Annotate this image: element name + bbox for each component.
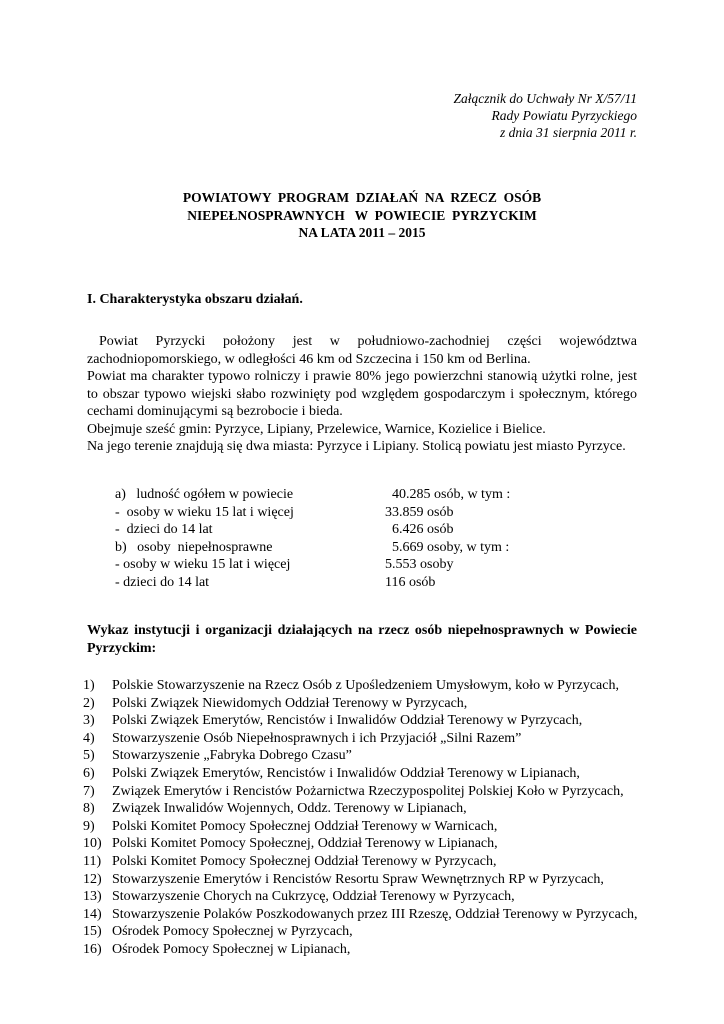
title-line-1: POWIATOWY PROGRAM DZIAŁAŃ NA RZECZ OSÓB xyxy=(182,190,542,205)
item-number: 16) xyxy=(83,941,102,957)
stat-value: 6.426 osób xyxy=(385,522,454,537)
document-title xyxy=(87,189,637,242)
list-item xyxy=(83,783,638,801)
stat-label: b) osoby niepełnosprawne xyxy=(115,539,273,555)
title-line-2: NIEPEŁNOSPRAWNYCH W POWIECIE PYRZYCKIM xyxy=(187,207,537,223)
item-number: 3) xyxy=(83,713,95,729)
stat-row xyxy=(115,556,510,574)
item-text: Polski Związek Emerytów, Rencistów i Inwalidów Oddział Terenowy w Lipianach, xyxy=(112,765,580,781)
list-item xyxy=(83,888,638,906)
stat-value: 116 osób xyxy=(385,574,436,590)
list-item xyxy=(83,853,638,871)
list-item xyxy=(83,923,638,941)
list-item xyxy=(83,818,638,836)
stat-row xyxy=(115,539,510,557)
item-number: 8) xyxy=(83,801,95,817)
item-text: Stowarzyszenie „Fabryka Dobrego Czasu” xyxy=(112,748,352,764)
item-text: Polski Komitet Pomocy Społecznej, Oddział Terenowy w Lipianach, xyxy=(112,836,498,852)
item-number: 5) xyxy=(83,748,95,764)
stat-label: a) ludność ogółem w powiecie xyxy=(115,487,294,502)
attachment-header xyxy=(454,90,638,141)
list-item xyxy=(83,800,638,818)
stat-row xyxy=(115,521,510,539)
intro-paragraph-3: Obejmuje sześć gmin: Pyrzyce, Lipiany, Przelewice, Warnice, Kozielice i Bielice. xyxy=(87,421,546,437)
intro-paragraph-1: Powiat Pyrzycki położony jest w południowo-zachodniej części województwa zachodniopomorskiego, w odległości 46 km od Szczecina i 150 km od Berlina. xyxy=(87,334,637,367)
stat-row xyxy=(115,504,510,522)
organizations-heading: Wykaz instytucji i organizacji działających na rzecz osób niepełnosprawnych w Powiecie Pyrzyckim: xyxy=(87,623,637,656)
item-number: 4) xyxy=(83,730,95,746)
intro-paragraph-2: Powiat ma charakter typowo rolniczy i prawie 80% jego powierzchni stanowią użytki rolne, jest to obszar typowo wiejski słabo rozwinięty pod względem gospodarczym i społecznym, którego cechami dominującymi są bezrobocie i bieda. xyxy=(87,369,637,419)
item-number: 13) xyxy=(83,889,102,905)
item-number: 10) xyxy=(83,836,102,852)
stat-value: 40.285 osób, w tym : xyxy=(385,487,511,502)
header-line-1: Załącznik do Uchwały Nr X/57/11 xyxy=(453,91,637,106)
item-text: Stowarzyszenie Emerytów i Rencistów Resortu Spraw Wewnętrznych RP w Pyrzycach, xyxy=(112,871,604,887)
stat-label: - dzieci do 14 lat xyxy=(115,522,213,537)
item-number: 15) xyxy=(83,924,102,940)
item-text: Stowarzyszenie Polaków Poszkodowanych przez III Rzeszę, Oddział Terenowy w Pyrzycach, xyxy=(112,906,638,922)
title-line-3: NA LATA 2011 – 2015 xyxy=(298,225,426,240)
list-item xyxy=(83,906,638,924)
population-stats xyxy=(115,486,510,591)
item-number: 2) xyxy=(83,695,95,711)
stat-row xyxy=(115,486,510,504)
item-number: 6) xyxy=(83,765,95,781)
item-text: Związek Emerytów i Rencistów Pożarnictwa Rzeczypospolitej Polskiej Koło w Pyrzycach, xyxy=(112,783,624,799)
item-text: Polski Komitet Pomocy Społecznej Oddział Terenowy w Pyrzycach, xyxy=(112,853,497,869)
list-item xyxy=(83,747,638,765)
header-line-2: Rady Powiatu Pyrzyckiego xyxy=(491,108,637,123)
intro-text xyxy=(87,333,637,456)
list-item xyxy=(83,695,638,713)
item-text: Związek Inwalidów Wojennych, Oddz. Terenowy w Lipianach, xyxy=(112,801,467,817)
list-item xyxy=(83,765,638,783)
item-text: Ośrodek Pomocy Społecznej w Pyrzycach, xyxy=(112,924,353,940)
header-line-3: z dnia 31 sierpnia 2011 r. xyxy=(499,125,637,140)
item-text: Ośrodek Pomocy Społecznej w Lipianach, xyxy=(112,941,351,957)
item-text: Polski Komitet Pomocy Społecznej Oddział Terenowy w Warnicach, xyxy=(112,818,498,834)
section-heading: I. Charakterystyka obszaru działań. xyxy=(87,292,303,307)
intro-paragraph-4: Na jego terenie znajdują się dwa miasta: Pyrzyce i Lipiany. Stolicą powiatu jest miasto Pyrzyce. xyxy=(87,439,626,454)
item-number: 7) xyxy=(83,783,95,799)
item-text: Polski Związek Emerytów, Rencistów i Inwalidów Oddział Terenowy w Pyrzycach, xyxy=(112,713,583,729)
list-item xyxy=(83,730,638,748)
stat-value: 33.859 osób xyxy=(385,504,454,520)
organizations-list xyxy=(83,677,638,959)
item-number: 11) xyxy=(83,853,102,869)
list-item xyxy=(83,941,638,959)
stat-label: - osoby w wieku 15 lat i więcej xyxy=(115,504,294,520)
list-item xyxy=(83,871,638,889)
stat-row xyxy=(115,574,510,592)
stat-value: 5.553 osoby xyxy=(385,557,454,572)
item-text: Polski Związek Niewidomych Oddział Terenowy w Pyrzycach, xyxy=(112,695,468,711)
stat-label: - osoby w wieku 15 lat i więcej xyxy=(115,557,291,572)
list-item xyxy=(83,677,638,695)
stat-label: - dzieci do 14 lat xyxy=(115,574,210,590)
list-item xyxy=(83,712,638,730)
item-text: Stowarzyszenie Chorych na Cukrzycę, Oddział Terenowy w Pyrzycach, xyxy=(112,889,515,905)
item-number: 12) xyxy=(83,871,102,887)
list-item xyxy=(83,835,638,853)
item-number: 1) xyxy=(83,678,95,693)
item-number: 14) xyxy=(83,906,102,922)
item-number: 9) xyxy=(83,818,95,834)
item-text: Polskie Stowarzyszenie na Rzecz Osób z Upośledzeniem Umysłowym, koło w Pyrzycach, xyxy=(112,678,619,693)
stat-value: 5.669 osoby, w tym : xyxy=(385,539,510,555)
item-text: Stowarzyszenie Osób Niepełnosprawnych i ich Przyjaciół „Silni Razem” xyxy=(112,730,522,746)
